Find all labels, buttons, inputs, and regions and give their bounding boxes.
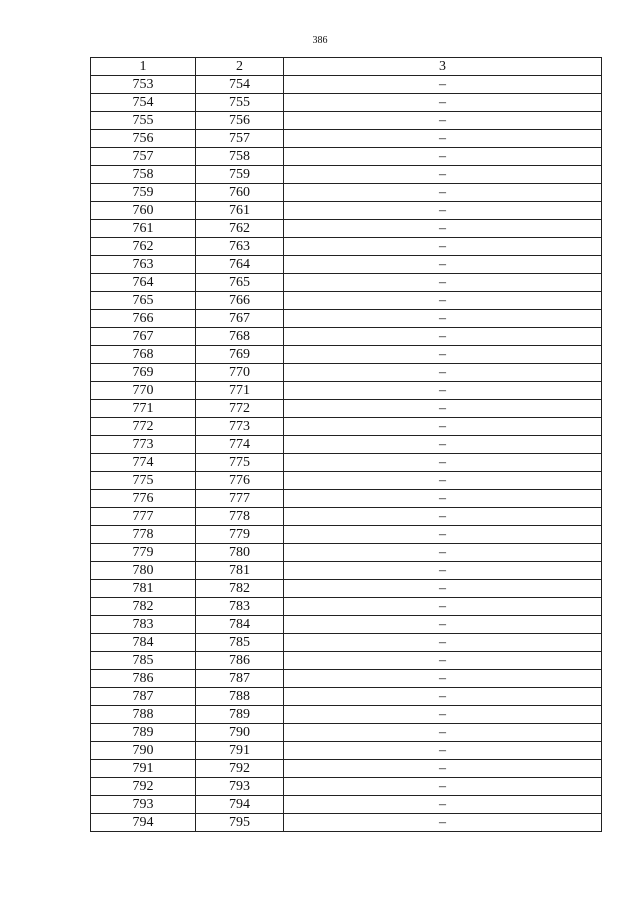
table-cell: 754 — [91, 94, 196, 112]
table-cell: 788 — [196, 688, 284, 706]
table-cell: – — [284, 382, 602, 400]
table-cell: 778 — [196, 508, 284, 526]
table-cell: 773 — [91, 436, 196, 454]
table-cell: 776 — [91, 490, 196, 508]
table-row — [91, 166, 602, 184]
table-row — [91, 454, 602, 472]
table-cell: – — [284, 292, 602, 310]
table-cell: – — [284, 760, 602, 778]
table-cell: 761 — [91, 220, 196, 238]
table-cell: 755 — [91, 112, 196, 130]
table-cell: 768 — [91, 346, 196, 364]
table-row — [91, 112, 602, 130]
table-cell: – — [284, 94, 602, 112]
table-cell: 769 — [196, 346, 284, 364]
table-cell: – — [284, 544, 602, 562]
table-cell: – — [284, 184, 602, 202]
page-number: 386 — [312, 35, 328, 46]
table-cell: – — [284, 454, 602, 472]
table-cell: 759 — [196, 166, 284, 184]
table-cell: – — [284, 616, 602, 634]
table-cell: 780 — [91, 562, 196, 580]
table-cell: 776 — [196, 472, 284, 490]
table-row — [91, 184, 602, 202]
table-cell: 762 — [91, 238, 196, 256]
table-cell: 782 — [196, 580, 284, 598]
table-cell: 790 — [196, 724, 284, 742]
table-row — [91, 94, 602, 112]
table-row — [91, 778, 602, 796]
table-cell: 783 — [196, 598, 284, 616]
table-row — [91, 724, 602, 742]
table-cell: 789 — [91, 724, 196, 742]
table-row — [91, 382, 602, 400]
table-cell: – — [284, 706, 602, 724]
table-row — [91, 562, 602, 580]
table-cell: – — [284, 796, 602, 814]
table-cell: 779 — [91, 544, 196, 562]
table-cell: 758 — [196, 148, 284, 166]
table-cell: 754 — [196, 76, 284, 94]
table-row — [91, 436, 602, 454]
table-cell: 783 — [91, 616, 196, 634]
table-row — [91, 130, 602, 148]
table-cell: – — [284, 130, 602, 148]
table-cell: 793 — [196, 778, 284, 796]
table-cell: 772 — [91, 418, 196, 436]
table-cell: 793 — [91, 796, 196, 814]
table-cell: 768 — [196, 328, 284, 346]
table-cell: 756 — [196, 112, 284, 130]
table-cell: – — [284, 490, 602, 508]
table-cell: 794 — [91, 814, 196, 832]
table-cell: – — [284, 364, 602, 382]
table-cell: 770 — [91, 382, 196, 400]
table-cell: 765 — [91, 292, 196, 310]
table-cell: – — [284, 742, 602, 760]
table-cell: 784 — [91, 634, 196, 652]
table-cell: – — [284, 400, 602, 418]
table-row — [91, 310, 602, 328]
table-row — [91, 238, 602, 256]
table-cell: 766 — [196, 292, 284, 310]
data-table — [90, 57, 602, 832]
table-cell: 766 — [91, 310, 196, 328]
table-cell: 784 — [196, 616, 284, 634]
table-cell: 771 — [196, 382, 284, 400]
table-cell: 777 — [91, 508, 196, 526]
column-header: 1 — [91, 58, 196, 76]
table-row — [91, 364, 602, 382]
column-header: 3 — [284, 58, 602, 76]
table-cell: 790 — [91, 742, 196, 760]
table-row — [91, 274, 602, 292]
table-cell: 786 — [91, 670, 196, 688]
table-cell: 791 — [196, 742, 284, 760]
table-cell: – — [284, 634, 602, 652]
table-cell: 755 — [196, 94, 284, 112]
table-cell: – — [284, 202, 602, 220]
table-cell: 787 — [91, 688, 196, 706]
table-cell: 757 — [196, 130, 284, 148]
table-row — [91, 400, 602, 418]
table-cell: – — [284, 688, 602, 706]
table-cell: 764 — [91, 274, 196, 292]
table-cell: 764 — [196, 256, 284, 274]
table-cell: – — [284, 274, 602, 292]
table-cell: 778 — [91, 526, 196, 544]
table-cell: 795 — [196, 814, 284, 832]
table-cell: 756 — [91, 130, 196, 148]
table-row — [91, 202, 602, 220]
table-cell: 794 — [196, 796, 284, 814]
table-row — [91, 580, 602, 598]
table-cell: – — [284, 112, 602, 130]
table-cell: – — [284, 508, 602, 526]
table-cell: 792 — [91, 778, 196, 796]
table-row — [91, 616, 602, 634]
table-row — [91, 742, 602, 760]
table-cell: 772 — [196, 400, 284, 418]
table-cell: – — [284, 580, 602, 598]
table-cell: – — [284, 166, 602, 184]
table-cell: 782 — [91, 598, 196, 616]
table-cell: – — [284, 526, 602, 544]
table-cell: 785 — [91, 652, 196, 670]
table-cell: – — [284, 328, 602, 346]
table-cell: – — [284, 724, 602, 742]
table-row — [91, 796, 602, 814]
table-row — [91, 688, 602, 706]
table-row — [91, 472, 602, 490]
table-row — [91, 760, 602, 778]
table-cell: – — [284, 238, 602, 256]
table-cell: 767 — [196, 310, 284, 328]
table-row — [91, 670, 602, 688]
table-cell: 779 — [196, 526, 284, 544]
table-cell: – — [284, 220, 602, 238]
table-cell: 786 — [196, 652, 284, 670]
table-row — [91, 328, 602, 346]
table-cell: 775 — [196, 454, 284, 472]
table-cell: 770 — [196, 364, 284, 382]
table-cell: 774 — [196, 436, 284, 454]
table-cell: – — [284, 148, 602, 166]
table-cell: 769 — [91, 364, 196, 382]
table-cell: 775 — [91, 472, 196, 490]
table-cell: 780 — [196, 544, 284, 562]
table-cell: – — [284, 598, 602, 616]
table-cell: 765 — [196, 274, 284, 292]
table-cell: 781 — [91, 580, 196, 598]
table-cell: – — [284, 472, 602, 490]
table-cell: 761 — [196, 202, 284, 220]
table-cell: – — [284, 436, 602, 454]
table-cell: 757 — [91, 148, 196, 166]
table-cell: – — [284, 562, 602, 580]
table-row — [91, 706, 602, 724]
table-row — [91, 256, 602, 274]
table-cell: 771 — [91, 400, 196, 418]
table-cell: 767 — [91, 328, 196, 346]
table-cell: – — [284, 670, 602, 688]
table-cell: – — [284, 256, 602, 274]
table-cell: 777 — [196, 490, 284, 508]
table-row — [91, 76, 602, 94]
table-row — [91, 418, 602, 436]
table-cell: 760 — [196, 184, 284, 202]
table-row — [91, 652, 602, 670]
table-cell: 763 — [91, 256, 196, 274]
table-row — [91, 346, 602, 364]
table-cell: 760 — [91, 202, 196, 220]
table-cell: – — [284, 76, 602, 94]
table-row — [91, 544, 602, 562]
table-cell: – — [284, 652, 602, 670]
table-row — [91, 814, 602, 832]
table-cell: 791 — [91, 760, 196, 778]
column-header: 2 — [196, 58, 284, 76]
table-row — [91, 292, 602, 310]
table-cell: 787 — [196, 670, 284, 688]
table-cell: 789 — [196, 706, 284, 724]
table-cell: 773 — [196, 418, 284, 436]
table-cell: 758 — [91, 166, 196, 184]
table-cell: 759 — [91, 184, 196, 202]
table-cell: 792 — [196, 760, 284, 778]
table-row — [91, 148, 602, 166]
table-row — [91, 220, 602, 238]
table-row — [91, 634, 602, 652]
table-cell: – — [284, 418, 602, 436]
table-header-row — [91, 58, 602, 76]
table-row — [91, 490, 602, 508]
table-row — [91, 508, 602, 526]
table-cell: – — [284, 778, 602, 796]
table-cell: 753 — [91, 76, 196, 94]
table-row — [91, 526, 602, 544]
table-cell: 762 — [196, 220, 284, 238]
table-cell: 785 — [196, 634, 284, 652]
table-cell: 788 — [91, 706, 196, 724]
table-row — [91, 598, 602, 616]
table-body — [91, 76, 602, 832]
table-cell: – — [284, 814, 602, 832]
table-cell: 781 — [196, 562, 284, 580]
table-cell: – — [284, 310, 602, 328]
table-cell: 774 — [91, 454, 196, 472]
table-cell: 763 — [196, 238, 284, 256]
table-cell: – — [284, 346, 602, 364]
